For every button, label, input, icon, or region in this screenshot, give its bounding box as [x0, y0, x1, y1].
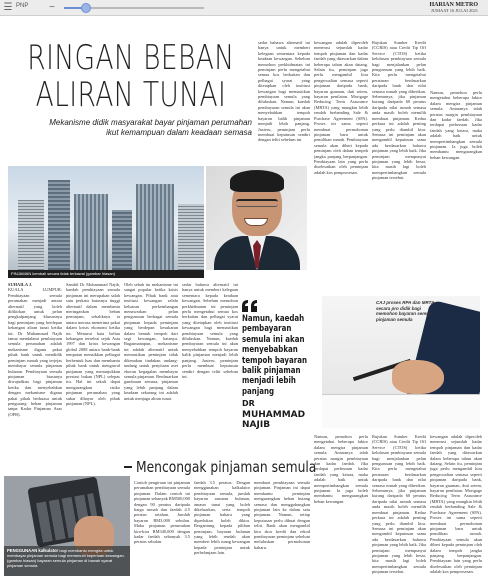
- page-label: PNP: [16, 3, 29, 9]
- section-rule: [124, 466, 132, 468]
- quote-author-title: DR: [242, 399, 255, 408]
- building-shape: [112, 210, 132, 270]
- building-shape: [136, 184, 174, 270]
- calculator-photo-caption: [4, 546, 130, 576]
- article-column-9: membuat pembiayaan semula pinjaman. Pinjaman ini dapat membantu peminjam mengurangkan beban hutang semasa dan menggabungkan pinjaman lain ke dalam satu pinjaman. Namun, setiap keputusan perlu dibuat dengan teliti. Bank akan mengambil kira skor kredit dan rekod pembayaran peminjam sebelum meluluskan permohonan baharu.: [254, 480, 310, 550]
- quote-author: [242, 399, 318, 431]
- article-column-1-text: KUALA LUMPUR: Pembiayaan semula perumahan menjadi antara alternatif yang boleh difikirkan untuk pelan pengkalpanjang khususnya bagi peminjam yang berdepan kekangan aliran tunai ketika ini. Dr Muhammad Najib tamat mendalami pembiayaan semula perumahan adalah mekanisme diganu pakai pihak bank untuk mendidik peminjam rumah yang terjejas membayar semula pinjaman bulanan. Pembiayaan semula pinjaman biasanya diwujudkan bagi pinjaman ketika dan menyebabkan dengan mekanisme diganu pakai pihak berkuasa untuk pengurang beban pinjaman tanpa Kadar Pinjaman Asas (OPR).: [8, 287, 62, 417]
- zoom-slider-handle[interactable]: [81, 3, 91, 13]
- glasses-shape: [236, 199, 278, 207]
- portrait-photo: [206, 166, 307, 270]
- masthead: [429, 2, 478, 13]
- pull-quote: Namun, kaedah pembayaran semula ini akan menyebabkan tempoh bayaran balik pinjaman menjadi lebih panjang: [242, 314, 308, 397]
- calculator-caption-lead: PENGGUNAAN kalkulator: [7, 548, 59, 553]
- headline-line-2: ALIRAN TUNAI: [35, 75, 227, 115]
- byline: SUHAILA J.: [8, 282, 33, 287]
- zoom-out-icon[interactable]: −: [49, 2, 55, 13]
- article-column-3b: sedar bahawa alternatif ini hanya untuk memberi kelegaan sementara kepada keadaan kewangan. Sebelum memohon perkhidmatan ini peminjam perlu mengetahui semua kos berkaitan dan pelbagai syarat yang ditetapkan oleh institusi kewangan bagi memastikan pembiayaan semula yang diluluskan. Namun, kaedah pembayaran semula ini akan menyebabkan tempoh bayaran balik pinjaman menjadi lebih panjang. Justeru, peminjam perlu membuat keputusan sendiri dengan teliti sebelum ini.: [182, 282, 238, 379]
- article-column-12: kewangan adalah diperoleh menerusi sejumlah kadar tempoh pinjaman dan kadar faedah yang ditawarkan dalam beberapa tahun akan datang. Selain itu, peminjam juga perlu mengambil kira pengecualian semasa seperti pinjaman daripada bank, bayaran guaman, duti setem, bayaran penilaian. Mortgage Reducing Term Assurance (MRTA) yang mungkin lebih rendah berbanding Sale & Purchase Agreement (SPA). Proses ini sama seperti membuat permohonan pinjaman baru untuk pemilikan rumah. Pembiayaan semula akan diberi kepada peminjam oleh dalam tempoh jangka panjang berpanjangan. Pembiayaan lain yang perlu diselesaikan oleh peminjam adalah kos pemprosesan.: [430, 434, 482, 575]
- article-column-2: Sambil Dr Muhammad Najib, kaedah pembiayaan semula pinjaman ini merupakan salah satu perkara batasnya tinggi alternatif dalam membantu meringankan beban peminjam, sebaliknya ia antara merasa menerima pakai dalam krisis ekonomi ketika ini. Menurut kata beliau kebangan tersebut sejak Asia 1997 dan krisis kewangan global 2008 antara bank-bank tempatan menaikkan pelbagai berbentuk luas dan membantu pihak bank untuk mengawal pinjaman yang menunjukkan prestasi bukan (NPL) selepas itu. Hal ini sekali dapat mengurangkan risiko pinjaman perumahan yang sukar dibayar oleh pihak pinjaman (NPL).: [66, 282, 120, 406]
- quote-author-name: MUHAMMAD NAJIB: [242, 409, 306, 430]
- article-column-3: Oleh sebab itu mekanisme ini sangat popular ketika krisis kewangan. Pihak bank atau institusi kewangan selalu keluaran perkembangan menawarkan pelan pengurusan berbagai semula pinjaman kepada peminjam yang berdepan kesukaran dalam bentuk tempoh dari segi kewangan, katanya. Bagaimanapun, mekanisme ini adalah alternatif untuk memastikan peminjam tidak dikenakan tindakan undang-undang untuk penyitaan aset ekoran kegagalan membayar semula pinjaman. Berdasarkan gambaran semasa, pinjaman yang lebih panjang dalam keadaan sekarang ini adalah untuk menjaga aliran tunai.: [124, 282, 178, 401]
- building-shape: [48, 180, 70, 270]
- viewer-toolbar: [0, 0, 488, 16]
- subheadline: Mekanisme didik masyarakat bayar pinjaman perumahan ikut kemampuan dalam keadaan semasa: [49, 118, 252, 137]
- article-column-11: Rujukan Sumber Kredit (CCRIS) atau Credit Tip Off Service (CTOS) ketika kelulusan pembiayaan semula bagi menjalankan pelan pengurusan yang lebih baik. Kita perlu mengetahui peraturan berdasarkan daripada bank dan nilai semasa rumah yang diberikan. Sebenarnya, jika pinjaman kurang daripada 60 peratus daripada nilai rumah semasa anda masih boleh memilih membuat pinjaman. Kedua perkara ini adalah penting yang perlu diambil kira. Semasa ini peminjam akan mengambil keputusan sama ada berdasarkan bahawa pinjaman yang lebih baik. Jika peminjam mempunyai pinjaman yang lebih besar, kita masih lagi boleh mempertimbangkan semula pinjaman tersebut.: [372, 434, 426, 575]
- paper-shape: [322, 394, 480, 428]
- building-shape: [178, 204, 204, 270]
- menu-icon[interactable]: ☰: [3, 2, 13, 13]
- hand-shape: [392, 360, 444, 394]
- article-column-10: Namun, pemohon perlu mengetahui beberapa faktor dalam mengira pinjaman semula. Antaranya ialah peratus margin pembiayaan dan kadar faedah. Jika terdapat perbezaan kadar faedah yang ketara, maka adalah baik untuk mempertimbangkan semula pinjaman. Ia juga boleh membantu mengurangkan beban kewangan.: [314, 434, 368, 504]
- quote-mark-icon: [242, 300, 258, 312]
- building-shape: [18, 200, 44, 270]
- zoom-slider[interactable]: [64, 7, 204, 9]
- article-column-1: [8, 282, 62, 448]
- headline: [10, 40, 252, 114]
- second-headline: Mencongak pinjaman semula: [136, 458, 317, 476]
- article-column-4: sedar bahawa alternatif ini hanya untuk memberi kelegaan sementara kepada keadaan kewangan. Sebelum memohon perkhidmatan ini peminjam perlu mengetahui semua kos berkaitan dan pelbagai syarat yang ditetapkan oleh institusi kewangan bagi memastikan pembiayaan semula yang diluluskan. Namun, kaedah pembayaran semula ini akan menyebabkan tempoh bayaran balik pinjaman menjadi lebih panjang. Justeru, peminjam perlu membuat keputusan sendiri dengan teliti sebelum ini.: [258, 40, 310, 143]
- article-column-6: Rujukan Sumber Kredit (CCRIS) atau Credit Tip Off Service (CTOS) ketika kelulusan pembiayaan semula bagi menjalankan pelan pengurusan yang lebih baik. Kita perlu mengetahui peraturan berdasarkan daripada bank dan nilai semasa rumah yang diberikan. Sebenarnya, jika pinjaman kurang daripada 60 peratus daripada nilai rumah semasa anda masih boleh memilih membuat pinjaman. Kedua perkara ini adalah penting yang perlu diambil kira. Semasa ini peminjam akan mengambil keputusan sama ada berdasarkan bahawa pinjaman yang lebih baik. Jika peminjam mempunyai pinjaman yang lebih besar, kita masih lagi boleh mempertimbangkan semula pinjaman tersebut.: [372, 40, 426, 181]
- article-column-6b: Namun, pemohon perlu mengetahui beberapa faktor dalam mengira pinjaman semula. Antaranya ialah peratus margin pembiayaan dan kadar faedah. Jika terdapat perbezaan kadar faedah yang ketara, maka adalah baik untuk mempertimbangkan semula pinjaman. Ia juga boleh membantu mengurangkan beban kewangan.: [430, 90, 482, 160]
- calculator-caption-text-2: (gambar hiasan) bayaran semula pinjaman di bawah syarat pinjaman semula.: [7, 558, 113, 568]
- headline-line-1: RINGAN BEBAN: [27, 38, 235, 78]
- publication-name: HARIAN METRO: [429, 2, 478, 8]
- hair-shape: [230, 170, 284, 192]
- article-column-7: Contoh pengiraan ini pinjaman perumahan pembiayaan semula pinjaman. Dalam contoh ini pinjaman sebanyak RM500,000 dengan 90 peratus daripada harga rumah dan faedah 4.5 peratus setahun. Jumlah bayaran RM3,000 sebulan. Maka pinjaman perumahan kira-kira RM340,000 dengan kadar faedah sebanyak 3.5 peratus sebulan.: [134, 480, 190, 545]
- issue-date: JUMAAT 16 JULAI 2021: [430, 8, 478, 13]
- building-photo: [8, 166, 204, 270]
- article-column-5: kewangan adalah diperoleh menerusi sejumlah kadar tempoh pinjaman dan kadar faedah yang ditawarkan dalam beberapa tahun akan datang. Selain itu, peminjam juga perlu mengambil kira pengecualian semasa seperti pinjaman daripada bank, bayaran guaman, duti setem, bayaran penilaian. Mortgage Reducing Term Assurance (MRTA) yang mungkin lebih rendah berbanding Sale & Purchase Agreement (SPA). Proses ini sama seperti membuat permohonan pinjaman baru untuk pemilikan rumah. Pembiayaan semula akan diberi kepada peminjam oleh dalam tempoh jangka panjang berpanjangan. Pembiayaan lain yang perlu diselesaikan oleh peminjam adalah kos pemprosesan.: [314, 40, 368, 175]
- calculator-caption-text: bagi membantu mengira untuk membayar pinjaman semula bagi memenuhi keperluan kewangan.: [7, 548, 125, 558]
- building-shape: [74, 194, 108, 270]
- signing-photo-caption: CAJ proses RPA dan MRTA secara pro didik bagi memohon bayaran semula pinjaman semula: [376, 300, 435, 322]
- building-photo-caption: PINJAMAN kembali secara tidak terkawal (gambar hiasan): [8, 270, 204, 278]
- article-column-8: faedah 3.5 peratus. Dengan menggunakan kalkulator pembiayaan semula, jumlah bayaran ansuran bulanan, amaun tunai yang boleh dikeluarkan, serta tempoh pinjaman baharu yang diperlukan boleh dikira. Bergantung kepada pilihan peminjam, bayaran bulanan yang lebih rendah akan memberi lebih ruang kewangan kepada peminjam untuk perbelanjaan lain.: [194, 480, 250, 556]
